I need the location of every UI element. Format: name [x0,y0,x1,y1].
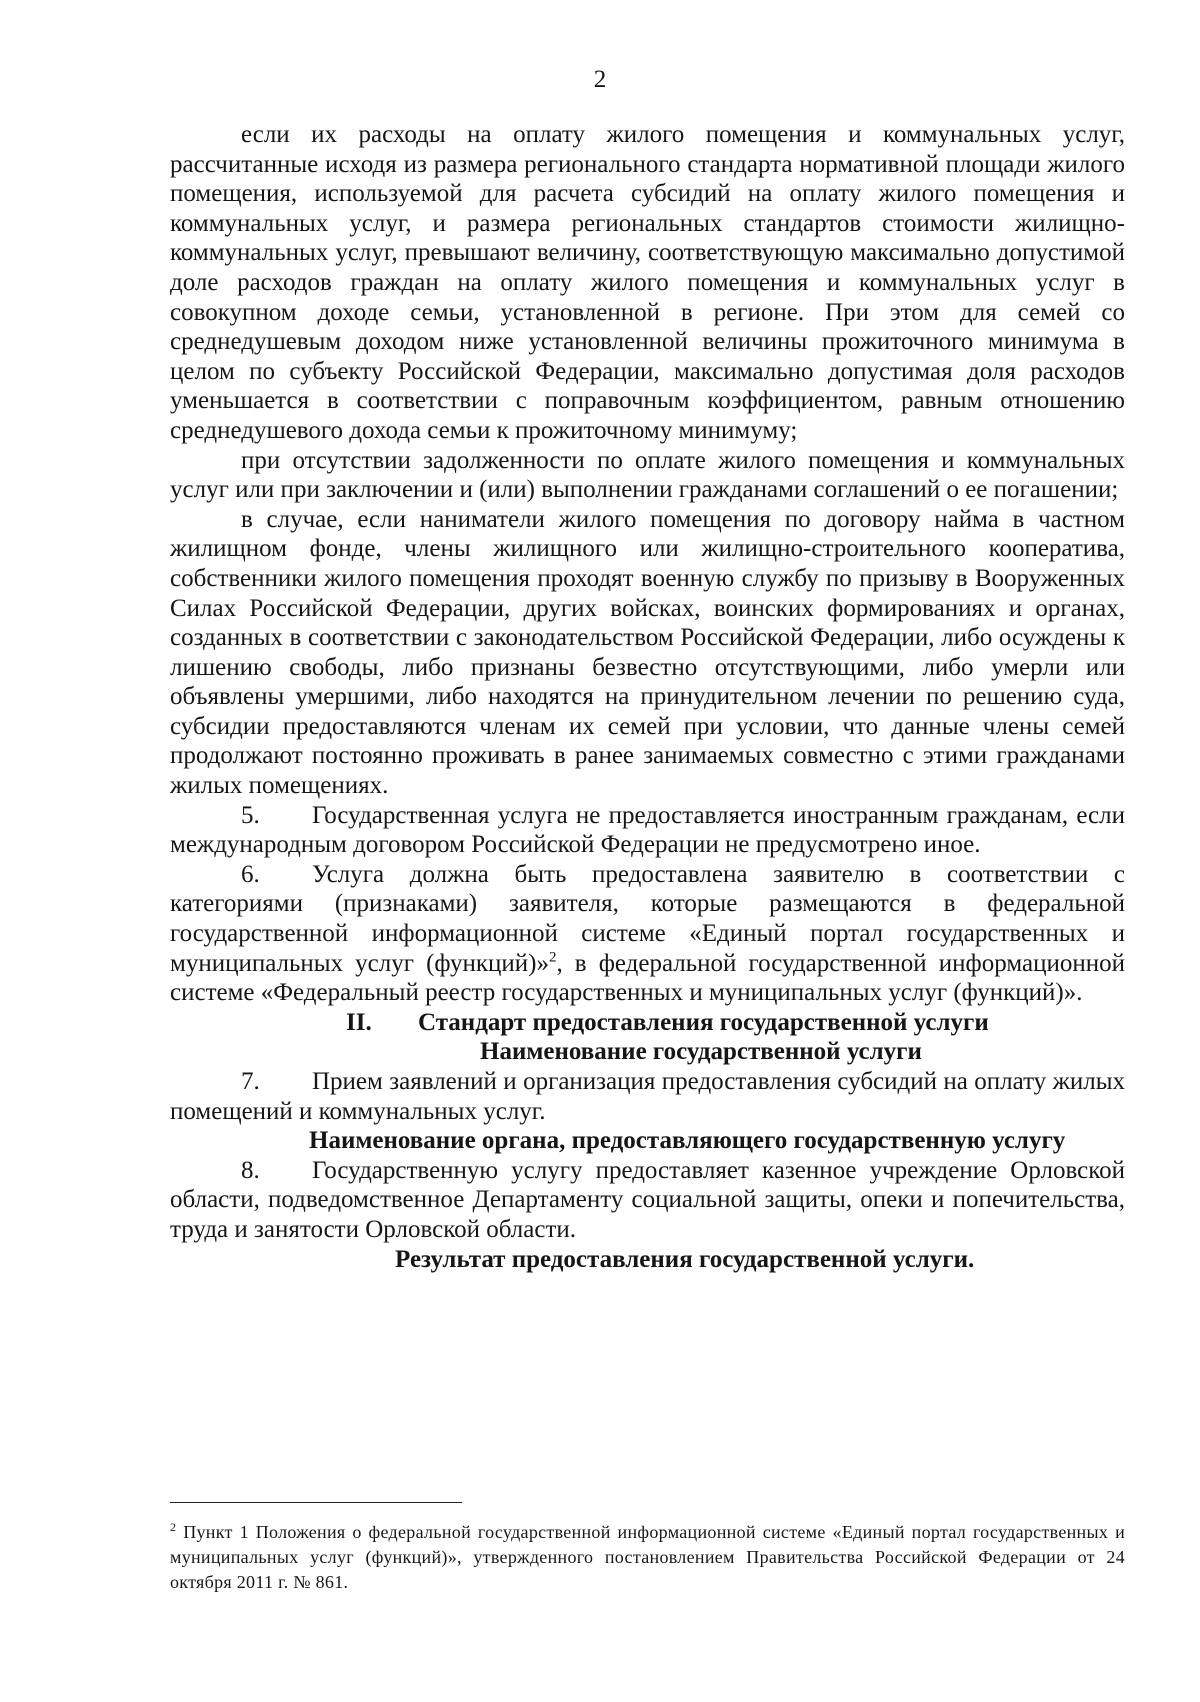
paragraph-expenses: если их расходы на оплату жилого помещения и коммунальных услуг, рассчитанные исходя из размера регионального стандарта нормативной площади жилого помещения, используемой для расчета субсидий на оплату жилого помещения и коммунальных услуг, и размера региональных стандартов стоимости жилищно-коммунальных услуг, превышают величину, соответствующую максимально допустимой доле расходов граждан на оплату жилого помещения и коммунальных услуг в совокупном доходе семьи, установленной в регионе. При этом для семей со среднедушевым доходом ниже установленной величины прожиточного минимума в целом по субъекту Российской Федерации, максимально допустимая доля расходов уменьшается в соответствии с поправочным коэффициентом, равным отношению среднедушевого дохода семьи к прожиточному минимуму; [170,121,1125,444]
paragraph-6 [170,860,1125,1008]
paragraph-8 [170,1156,1125,1245]
paragraph-6-text-b: , в федеральной государственной информационной системе «Федеральный реестр государственных и муниципальных услуг (функций)». [170,949,1125,1007]
footnote-marker: 2 [170,1520,177,1534]
document-body [170,120,1125,1274]
section-title: Стандарт предоставления государственной услуги [418,1008,989,1036]
paragraph-5-text: Государственная услуга не предоставляется иностранным гражданам, если международным договором Российской Федерации не предусмотрено иное. [170,801,1125,859]
footnote [170,1520,1125,1595]
paragraph-5 [170,801,1125,860]
footnote-separator [170,1502,462,1503]
section-number: II. [346,1008,372,1036]
paragraph-6-text-a: Услуга должна быть предоставлена заявителю в соответствии с категориями (признаками) заявителя, которые размещаются в федеральной государственной информационной системе «Единый портал государственных и муниципальных услуг (функций)» [170,860,1125,977]
paragraph-military-service: в случае, если наниматели жилого помещения по договору найма в частном жилищном фонде, члены жилищного или жилищно-строительного кооператива, собственники жилого помещения проходят военную службу по призыву в Вооруженных Силах Российской Федерации, других войсках, воинских формированиях и органах, созданных в соответствии с законодательством Российской Федерации, либо осуждены к лишению свободы, либо признаны безвестно отсутствующими, либо умерли или объявлены умершими, либо находятся на принудительном лечении по решению суда, субсидии предоставляются членам их семей при условии, что данные члены семей продолжают постоянно проживать в ранее занимаемых совместно с этими гражданами жилых помещениях. [170,505,1125,800]
paragraph-no-debt: при отсутствии задолженности по оплате жилого помещения и коммунальных услуг или при заключении и (или) выполнении гражданами соглашений о ее погашении; [170,446,1125,504]
footnote-reference: 2 [548,949,557,966]
section-heading [170,1008,1125,1038]
page-number: 2 [593,66,607,93]
paragraph-7 [170,1067,1125,1126]
heading-organ-name: Наименование органа, предоставляющего государственную услугу [309,1127,1066,1155]
paragraph-8-text: Государственную услугу предоставляет казенное учреждение Орловской области, подведомственное Департаменту социальной защиты, опеки и попечительства, труда и занятости Орловской области. [170,1156,1125,1243]
paragraph-8-number: 8. [241,1156,260,1184]
footnote-text: Пункт 1 Положения о федеральной государственной информационной системе «Единый портал государственных и муниципальных услуг (функций)», утвержденного постановлением Правительства Российской Федерации от 24 октября 2011 г. № 861. [170,1522,1125,1592]
paragraph-7-text: Прием заявлений и организация предоставления субсидий на оплату жилых помещений и коммунальных услуг. [170,1068,1125,1125]
paragraph-5-number: 5. [241,801,260,829]
paragraph-7-number: 7. [241,1068,260,1095]
heading-result: Результат предоставления государственной услуги. [395,1245,975,1273]
paragraph-6-number: 6. [241,860,260,888]
heading-service-name: Наименование государственной услуги [480,1038,922,1066]
